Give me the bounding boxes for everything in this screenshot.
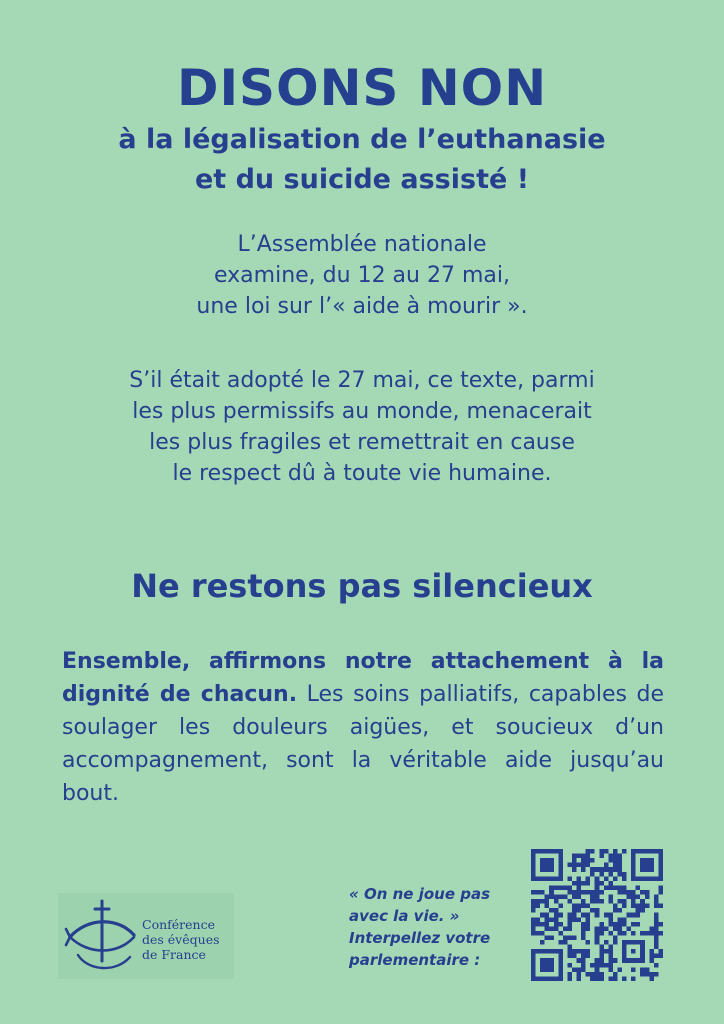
subtitle-line: à la légalisation de l’euthanasie — [118, 124, 606, 155]
qr-code[interactable] — [531, 849, 663, 981]
cef-logo — [58, 893, 234, 979]
callout-line: parlementaire : — [349, 951, 481, 969]
callout-line: avec la vie. » — [349, 907, 460, 925]
intro-line: examine, du 12 au 27 mai, — [214, 263, 510, 288]
intro-line: L’Assemblée nationale — [237, 232, 487, 257]
logo-text — [142, 917, 220, 962]
warning-paragraph — [0, 365, 724, 489]
warning-line: S’il était adopté le 27 mai, ce texte, parmi — [129, 368, 595, 393]
subtitle — [0, 120, 724, 200]
main-title: DISONS NON — [176, 59, 548, 117]
warning-line: les plus permissifs au monde, menacerait — [132, 399, 592, 424]
callout-line: Interpellez votre — [349, 929, 491, 947]
callout-text — [349, 883, 524, 971]
logo-line: Conférence — [142, 917, 215, 932]
logo-line: de France — [142, 947, 206, 962]
intro-paragraph — [0, 229, 724, 322]
cross-fish-icon — [64, 899, 140, 975]
warning-line: le respect dû à toute vie humaine. — [172, 461, 552, 486]
warning-line: les plus fragiles et remettrait en cause — [149, 430, 575, 455]
body-paragraph — [62, 645, 664, 810]
callout-line: « On ne joue pas — [349, 885, 491, 903]
logo-line: des évêques — [142, 932, 220, 947]
body-lead-text: Ensemble, affirmons notre attachement à la dignité de chacun. — [62, 649, 664, 707]
body-rest-text: Les soins palliatifs, capables de soulager les douleurs aigües, et soucieux d’un accompagnement, sont la véritable aide jusqu’au bout. — [62, 682, 664, 806]
subtitle-line: et du suicide assisté ! — [194, 164, 530, 195]
intro-line: une loi sur l’« aide à mourir ». — [196, 294, 528, 319]
section-heading: Ne restons pas silencieux — [131, 567, 593, 605]
